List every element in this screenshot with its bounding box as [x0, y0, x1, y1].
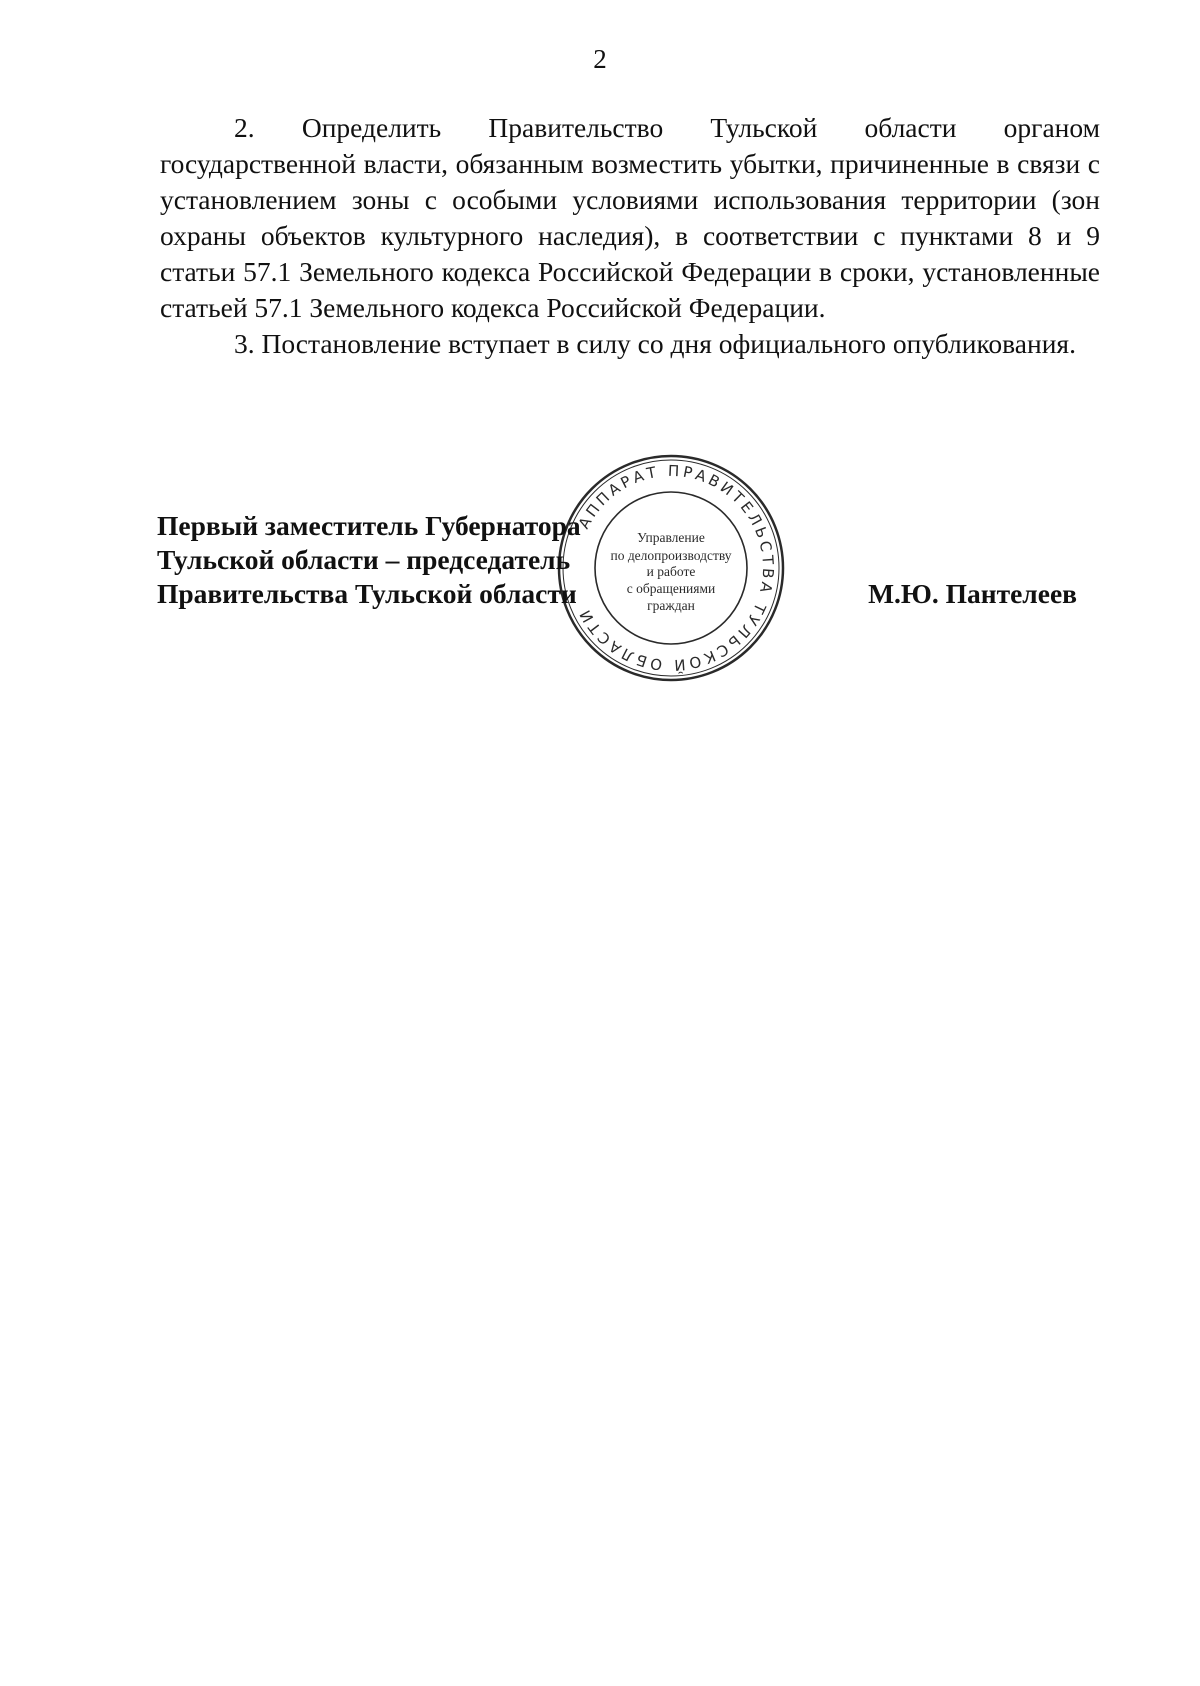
signatory-name: М.Ю. Пантелеев [868, 578, 1077, 609]
stamp-center-line-3: и работе [646, 564, 696, 579]
signatory-position-line: Первый заместитель Губернатора [157, 510, 581, 541]
page-number: 2 [593, 44, 607, 74]
stamp-center-line-1: Управление [637, 530, 705, 545]
stamp-seal-graphic [555, 452, 787, 684]
signatory-position-line: Правительства Тульской области [157, 578, 577, 609]
stamp-center-line-2: по делопроизводству [610, 548, 732, 563]
stamp-center-line-5: граждан [647, 598, 695, 613]
paragraph-3: 3. Постановление вступает в силу со дня официального опубликования. [234, 328, 1076, 359]
document-body [160, 110, 1100, 362]
signatory-position-line: Тульской области – председатель [157, 544, 571, 575]
signatory-position [157, 509, 581, 611]
official-stamp [555, 452, 787, 684]
paragraph-2: 2. Определить Правительство Тульской области органом государственной власти, обязанным возместить убытки, причиненные в связи с установлением зоны с особыми условиями использования территории (зон охраны объектов культурного наследия), в соответствии с пунктами 8 и 9 статьи 57.1 Земельного кодекса Российской Федерации в сроки, установленные статьей 57.1 Земельного кодекса Российской Федерации. [160, 112, 1100, 323]
stamp-center-line-4: с обращениями [626, 581, 716, 596]
stamp-ring-text: АППАРАТ ПРАВИТЕЛЬСТВА ТУЛЬСКОЙ ОБЛАСТИ [574, 461, 778, 675]
